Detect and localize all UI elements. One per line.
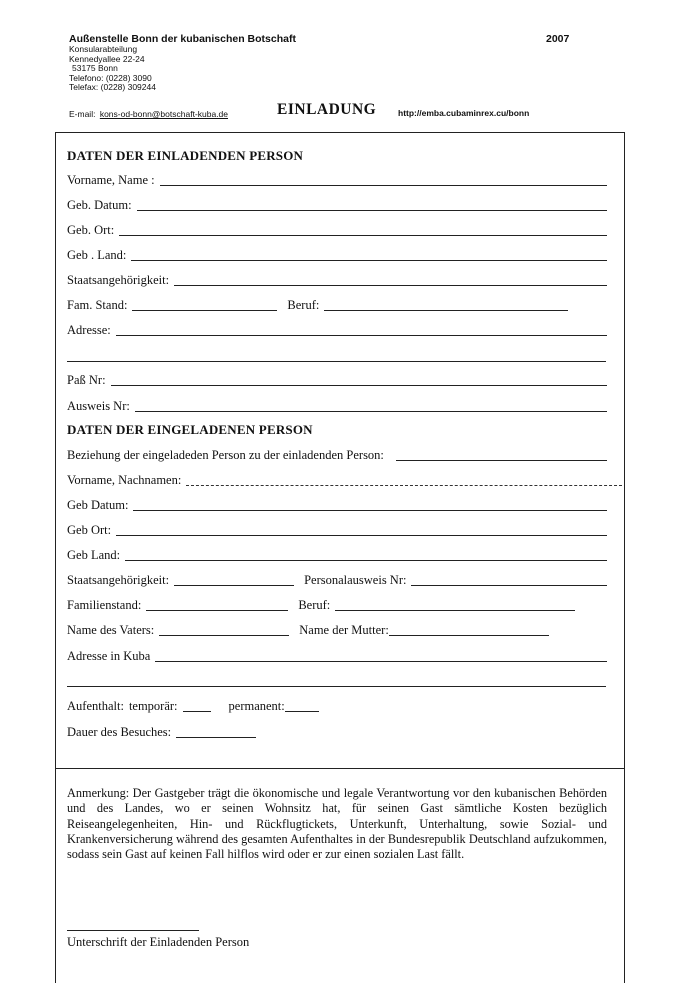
- field-label: permanent:: [228, 699, 285, 713]
- field-label: Geb Datum:: [67, 498, 129, 512]
- field-invited-birth-date: [67, 495, 607, 513]
- field-invited-birth-place: [67, 520, 607, 538]
- signature-label: Unterschrift der Einladenden Person: [67, 935, 250, 949]
- field-label: Vorname, Nachnamen:: [67, 473, 182, 487]
- field-relation: [67, 445, 607, 463]
- temporary-input-line[interactable]: [183, 697, 211, 712]
- field-invited-family-profession: [67, 595, 607, 613]
- field-citizenship: [67, 270, 607, 288]
- field-marital-profession: [67, 295, 607, 313]
- invited-id-input-line[interactable]: [411, 571, 607, 586]
- relation-input-line[interactable]: [396, 446, 607, 461]
- names-input-line[interactable]: [186, 471, 622, 486]
- field-label: Geb . Land:: [67, 248, 127, 262]
- document-title: EINLADUNG: [277, 101, 377, 118]
- address-line: Kennedyallee 22-24: [69, 53, 145, 64]
- invited-birth-date-input-line[interactable]: [133, 496, 607, 511]
- email-link[interactable]: kons-od-bonn@botschaft-kuba.de: [99, 109, 229, 119]
- address-extra-line[interactable]: [67, 361, 606, 362]
- father-name-input-line[interactable]: [159, 621, 289, 636]
- duration-input-line[interactable]: [176, 723, 256, 738]
- field-passport: [67, 370, 607, 388]
- field-label: Beruf:: [298, 598, 331, 612]
- birth-date-input-line[interactable]: [137, 196, 607, 211]
- field-label: Beziehung der eingeladeden Person zu der einladenden Person:: [67, 448, 384, 462]
- field-label: Staatsangehörigkeit:: [67, 573, 170, 587]
- address-line: Konsularabteilung: [69, 44, 138, 54]
- field-label: Beruf:: [287, 298, 320, 312]
- field-label: Vorname, Name :: [67, 173, 155, 187]
- field-label: Dauer des Besuches:: [67, 725, 172, 739]
- field-label: Adresse:: [67, 323, 111, 337]
- field-label: Paß Nr:: [67, 373, 106, 387]
- family-status-input-line[interactable]: [146, 596, 288, 611]
- field-birth-place: [67, 220, 607, 238]
- field-names: [67, 470, 622, 488]
- field-label: Adresse in Kuba: [67, 649, 151, 663]
- field-duration: [67, 722, 607, 740]
- field-label: Personalausweis Nr:: [304, 573, 407, 587]
- name-input-line[interactable]: [160, 171, 607, 186]
- address-input-line[interactable]: [116, 321, 607, 336]
- passport-input-line[interactable]: [111, 371, 607, 386]
- field-label: Aufenthalt:: [67, 699, 124, 713]
- field-name: [67, 170, 607, 188]
- field-label: Name der Mutter:: [299, 623, 389, 637]
- address-line: Telefono: (0228) 3090: [69, 72, 152, 83]
- field-label: temporär:: [128, 699, 178, 713]
- address-line: 53175 Bonn: [72, 63, 118, 74]
- invited-citizenship-input-line[interactable]: [174, 571, 294, 586]
- form-year: 2007: [546, 33, 570, 45]
- website-url[interactable]: http://emba.cubaminrex.cu/bonn: [398, 108, 530, 118]
- invited-profession-input-line[interactable]: [335, 596, 575, 611]
- field-label: Ausweis Nr:: [67, 399, 130, 413]
- field-address: [67, 320, 607, 338]
- field-invited-citizenship-id: [67, 570, 607, 588]
- field-label: Staatsangehörigkeit:: [67, 273, 170, 287]
- permanent-input-line[interactable]: [285, 697, 319, 712]
- embassy-address: [69, 45, 156, 93]
- cuba-address-extra-line[interactable]: [67, 686, 606, 687]
- birth-place-input-line[interactable]: [119, 221, 607, 236]
- email-label: E-mail:: [69, 109, 96, 119]
- field-id-card: [67, 396, 607, 414]
- embassy-name: Außenstelle Bonn der kubanischen Botschaft: [69, 33, 296, 45]
- signature-line[interactable]: [67, 930, 199, 931]
- marital-status-input-line[interactable]: [132, 296, 277, 311]
- field-cuba-address: [67, 646, 607, 664]
- field-label: Geb. Datum:: [67, 198, 132, 212]
- field-parents: [67, 620, 607, 638]
- mother-name-input-line[interactable]: [389, 621, 549, 636]
- field-birth-country: [67, 245, 607, 263]
- field-label: Geb. Ort:: [67, 223, 115, 237]
- field-invited-birth-country: [67, 545, 607, 563]
- field-label: Name des Vaters:: [67, 623, 155, 637]
- invited-birth-place-input-line[interactable]: [116, 521, 607, 536]
- note-text: Anmerkung: Der Gastgeber trägt die ökonomische und legale Verantwortung vor den kubanischen Behörden und des Landes, wo er seinen Wohnsitz hat, für seinen Gast sämtliche Kosten bezüglich Reiseangelegenheiten, Hin- und Rückflugtickets, Unterkunft, Unterhaltung, sowie Sozial- und Krankenversicherung während des gesamten Aufenthaltes in der Bundesrepublik Deutschland aufzukommen, sodass sein Gast auf keinen Fall hilflos wird oder er zur einen sozialen Last fällt.: [67, 786, 607, 862]
- field-label: Geb Land:: [67, 548, 121, 562]
- field-label: Familienstand:: [67, 598, 142, 612]
- field-birth-date: [67, 195, 607, 213]
- section-title-invited: DATEN DER EINGELADENEN PERSON: [67, 422, 313, 437]
- field-stay: [67, 696, 607, 714]
- profession-input-line[interactable]: [324, 296, 568, 311]
- field-label: Geb Ort:: [67, 523, 112, 537]
- citizenship-input-line[interactable]: [174, 271, 607, 286]
- address-line: Telefax: (0228) 309244: [69, 82, 156, 93]
- invited-birth-country-input-line[interactable]: [125, 546, 607, 561]
- cuba-address-input-line[interactable]: [155, 647, 607, 662]
- section-title-inviting: DATEN DER EINLADENDEN PERSON: [67, 148, 304, 163]
- id-card-input-line[interactable]: [135, 397, 607, 412]
- email-row: [69, 109, 228, 119]
- field-label: Fam. Stand:: [67, 298, 128, 312]
- birth-country-input-line[interactable]: [131, 246, 607, 261]
